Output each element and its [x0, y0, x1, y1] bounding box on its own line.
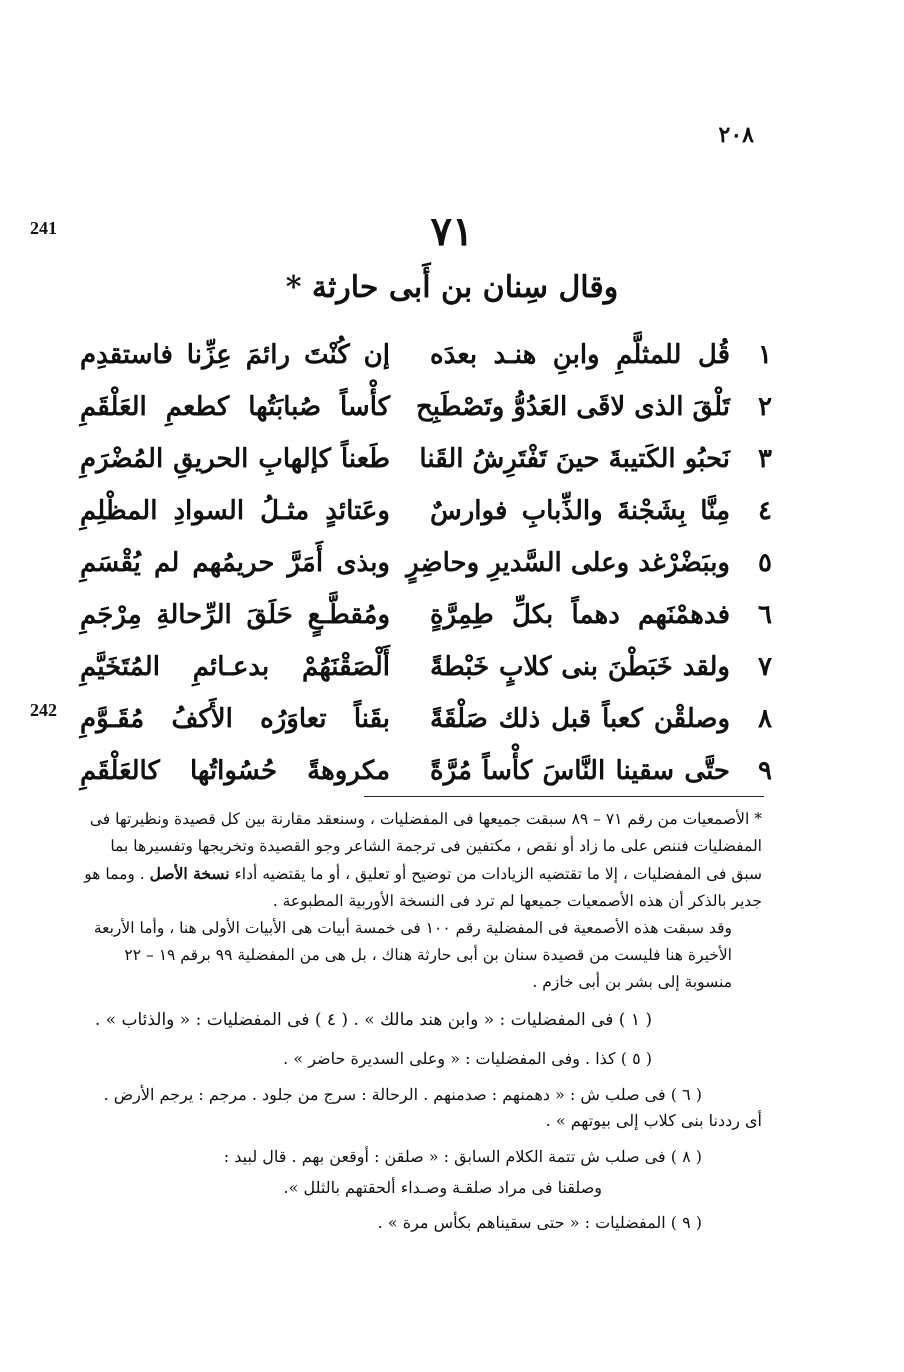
verse-first-hemistich: ولقد خَبَطْنَ بنى كلابٍ خَبْطةً	[430, 652, 730, 682]
verse-number: ٥	[758, 548, 772, 578]
verse-number: ٧	[758, 652, 772, 682]
verse-row	[80, 332, 780, 384]
verse-number: ٢	[758, 392, 772, 422]
verse-second-hemistich: ومُقطَّـعٍ حَلَقَ الرِّحالةِ مِرْجَمِ	[80, 600, 390, 630]
verse-first-hemistich: قُل للمثلَّمِ وابنِ هنـد بعدَه	[430, 340, 730, 370]
verse-row	[80, 436, 780, 488]
verse-first-hemistich: مِنَّا بِشَجْنةَ والذِّبابِ فوارسٌ	[430, 496, 730, 526]
verse-number: ٨	[758, 704, 772, 734]
verse-second-hemistich: طَعناً كإلهابِ الحريقِ المُضْرَمِ	[80, 444, 390, 474]
margin-reference-242: 242	[30, 700, 57, 720]
footnote-5: ( ٥ ) كذا . وفى المفضليات : « وعلى السديرة حاضر » .	[283, 1049, 652, 1068]
verse-second-hemistich: كأْساً صُبابَتُها كطعمِ العَلْقَمِ	[80, 392, 390, 422]
poem-number: ٧١	[430, 208, 474, 255]
verse-row	[80, 748, 780, 800]
verse-row	[80, 644, 780, 696]
verse-number: ٣	[758, 444, 772, 474]
poem-verses	[80, 332, 780, 800]
footnote-8-verse: وصلقنا فى مراد صلقـة وصـداء ألحقتهم بالثلل ».	[283, 1178, 602, 1197]
verse-first-hemistich: حتَّى سقينا النَّاسَ كأْساً مُرَّةً	[430, 756, 730, 786]
verse-row	[80, 384, 780, 436]
page-number: ٢٠٨	[718, 122, 754, 148]
footnote-8: ( ٨ ) فى صلب ش تتمة الكلام السابق : « صلقن : أوقعن بهم . قال لبيد :	[223, 1147, 702, 1166]
verse-row	[80, 696, 780, 748]
note-comparison: وقد سبقت هذه الأصمعية فى المفضلية رقم ١٠٠ فى خمسة أبيات هى الأبيات الأولى هنا ، وأما الأربعة الأخيرة هنا فليست من قصيدة سنان بن أبى حارثة هناك ، بل هى من المفضلية ٩٩ برقم ١٩ – ٢٢ منسوبة إلى بشر بن أبى خازم .	[93, 919, 732, 991]
note-introduction-text: * الأصمعيات من رقم ٧١ – ٨٩ سبقت جميعها فى المفضليات ، وسنعقد مقارنة بين كل قصيدة ونظيرتها فى المفضليات فننص على ما زاد أو نقص ، مكتفين فى ترجمة الشاعر وجو القصيدة وتخريجها وتفسيرها بما سبق فى المفضليات ، إلا ما تقتضيه الزيادات من توضيح أو تعليق ، أو ما يقتضيه أداء	[89, 810, 762, 883]
verse-second-hemistich: أَلْصَقْنَهُمْ بدعـائمِ المُتَخَيَّمِ	[80, 652, 390, 682]
footnotes	[78, 806, 762, 1236]
verse-number: ١	[758, 340, 772, 370]
note-introduction	[78, 806, 762, 915]
verse-row	[80, 540, 780, 592]
verse-number: ٦	[758, 600, 772, 630]
verse-first-hemistich: تَلْقَ الذى لاقَى العَدُوُّ وتَصْطَبِح	[416, 392, 730, 422]
verse-second-hemistich: بقَناً تعاوَرُه الأَكفُ مُقَـوَّمِ	[80, 704, 390, 734]
footnote-6: ( ٦ ) فى صلب ش : « دهمنهم : صدمنهم . الرحالة : سرج من جلود . مرجم : يرجم الأرض .	[103, 1085, 702, 1104]
verse-second-hemistich: وعَتائدٍ مثـلُ السوادِ المظْلِمِ	[80, 496, 390, 526]
verse-first-hemistich: نَحبُو الكَتيبةَ حينَ تَفْتَرِشُ القَنا	[419, 444, 730, 474]
poem-title: وقال سِنان بن أَبى حارثة *	[285, 270, 619, 305]
margin-reference-241: 241	[30, 218, 57, 238]
verse-number: ٩	[758, 756, 772, 786]
footnote-6-continuation: أى رددنا بنى كلاب إلى بيوتهم » .	[545, 1111, 762, 1130]
footnote-1-4: ( ١ ) فى المفضليات : « وابن هند مالك » . ( ٤ ) فى المفضليات : « والذئاب » .	[94, 1010, 652, 1030]
verse-second-hemistich: إن كُنْتَ رائمَ عِزِّنا فاستقدِم	[80, 340, 390, 370]
footnote-9: ( ٩ ) المفضليات : « حتى سقيناهم بكأس مرة » .	[377, 1213, 702, 1232]
footnote-divider	[364, 796, 764, 797]
verse-row	[80, 592, 780, 644]
note-introduction-bold: نسخة الأصل	[149, 864, 230, 883]
verse-second-hemistich: وبذى أَمَرَّ حريمُهم لم يُقْسَمِ	[80, 548, 390, 578]
verse-first-hemistich: وصلقْن كعباً قبل ذلك صَلْقَةً	[430, 704, 730, 734]
verse-first-hemistich: فدهمْنَهم دهماً بكلِّ طِمِرَّةٍ	[430, 600, 730, 630]
note-introduction-end: . ومما هو جدير بالذكر أن هذه الأصمعيات جميعها لم ترد فى النسخة الأوربية المطبوعة .	[84, 865, 762, 910]
verse-number: ٤	[758, 496, 772, 526]
verse-second-hemistich: مكروهةً حُسُواتُها كالعَلْقَمِ	[80, 756, 390, 786]
verse-first-hemistich: وببَضْرْغد وعلى السَّديرِ وحاضِرٍ	[406, 548, 730, 578]
verse-row	[80, 488, 780, 540]
